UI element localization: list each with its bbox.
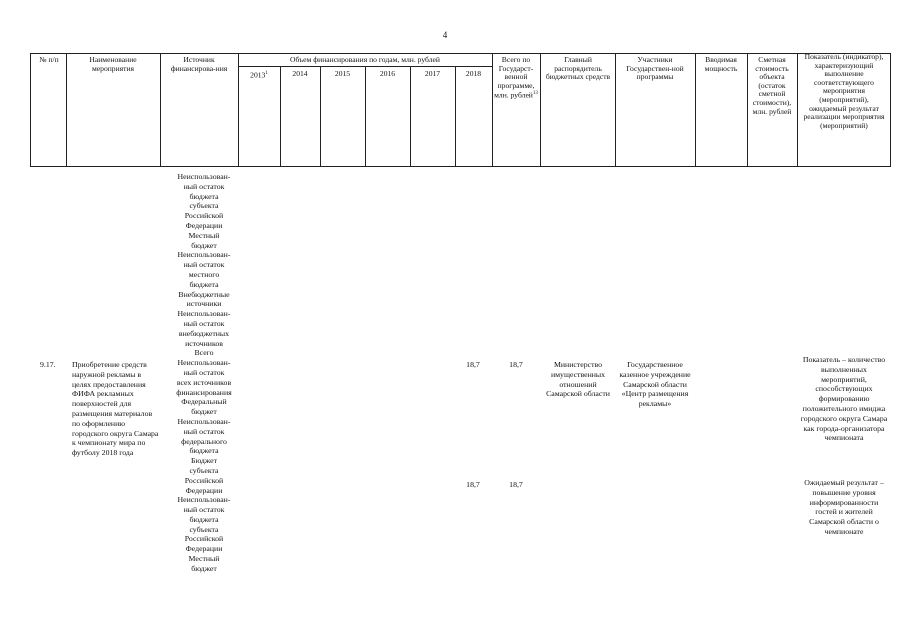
source-item: бюджета [189,191,219,201]
row-number: 9.17. [40,360,56,369]
source-item: Неиспользован- [177,250,231,260]
col-border [30,53,31,167]
header-year-2017: 2017 [424,69,441,78]
source-item: всех источников [176,377,232,387]
header-year-2016: 2016 [379,69,396,78]
source-item: Российской [184,534,224,544]
source-item: Федерации [185,485,223,495]
source-item: Федеральный [181,397,227,407]
source-item: бюджет [191,407,217,417]
source-item: Неиспользован- [177,416,231,426]
header-num: № п/п [39,55,59,64]
header-indicator: Показатель (индикатор), характеризующий выполнение соответствующего мероприятия (мероприятий), ожидаемый результат реализации мероприятия (мероприятий) [803,52,885,130]
header-year-2015: 2015 [334,69,351,78]
source-item: Неиспользован- [177,309,231,319]
source-item: источники [186,299,222,309]
source-item: бюджета [189,279,219,289]
header-year-2013: 2013$^1$ [250,70,268,80]
row-manager: Министерство имущественных отношений Самарской области [546,360,610,399]
source-item: местного [188,269,220,279]
source-item: бюджет [191,563,217,573]
col-border [365,66,366,167]
col-border [540,53,541,167]
header-participants: Участники Государствен-ной программы [626,55,684,82]
col-border [797,53,798,167]
source-item: финансирования [176,387,232,397]
col-border [160,53,161,167]
source-column [160,172,248,574]
source-item: источников [185,338,223,348]
source-item: Неиспользован- [177,358,231,368]
col-border [280,66,281,167]
source-item: субъекта [189,524,219,534]
header-total: Всего по Государст-венной программе, млн. рублей$^{13}$ [494,55,538,100]
source-item: Российской [184,211,224,221]
source-item: ный остаток [183,318,225,328]
source-item: Федерации [185,544,223,554]
source-item: ный остаток [183,505,225,515]
row-name: Приобретение средств наружной рекламы в целях предоставления ФИФА рекламных поверхностей для размещения материалов по оформлению городского округа Самара к чемпионату мира по футболу 2018 года [72,360,159,458]
source-item: Местный [188,230,220,240]
source-item: Внебюджетные [178,289,230,299]
source-item: бюджет [191,240,217,250]
page-number: 4 [442,30,448,40]
col-border [492,53,493,167]
col-border [890,53,891,167]
header-manager: Главный распорядитель бюджетных средств [545,55,611,82]
header-funding-title: Объем финансирования по годам, млн. рублей [290,55,440,64]
source-item: Неиспользован- [177,495,231,505]
source-item: Бюджет [190,456,218,466]
header-estimate: Сметная стоимость объекта (остаток сметной стоимости), млн. рублей [752,55,792,116]
source-item: ный остаток [183,181,225,191]
col-border [410,66,411,167]
header-year-2014: 2014 [292,69,308,78]
source-item: субъекта [189,465,219,475]
header-year-2018: 2018 [465,69,482,78]
col-border [66,53,67,167]
source-item: ный остаток [183,426,225,436]
col-border [615,53,616,167]
source-item: Неиспользован- [177,172,231,181]
source-item: внебюджетных [178,328,230,338]
col-border [320,66,321,167]
source-item: федерального [181,436,227,446]
header-capacity: Вводимая мощность [704,55,738,73]
source-item: ный остаток [183,367,225,377]
col-border [455,66,456,167]
source-item: бюджета [189,514,219,524]
source-item: Всего [194,348,214,358]
col-border [695,53,696,167]
row-participant: Государственное казенное учреждение Самарской области «Центр размещения рекламы» [619,360,691,409]
col-border [238,53,239,167]
header-name: Наименование мероприятия [89,55,137,73]
value-region-2018: 18,7 [466,480,480,489]
row-indicator: Показатель – количество выполненных мероприятий, способствующих формированию положительного имиджа городского округа Самара как города-организатора чемпионата [800,355,888,443]
row-result: Ожидаемый результат – повышение уровня информированности гостей и жителей Самарской области о чемпионате [804,478,884,536]
value-region-total: 18,7 [509,480,523,489]
source-item: ный остаток [183,260,225,270]
header-source: Источник финансирова-ния [170,55,228,73]
source-item: субъекта [189,201,219,211]
source-item: Федерации [185,220,223,230]
value-all-2018: 18,7 [466,360,480,369]
value-all-total: 18,7 [509,360,523,369]
source-item: Местный [188,554,220,564]
source-item: бюджета [189,446,219,456]
source-item: Российской [184,475,224,485]
